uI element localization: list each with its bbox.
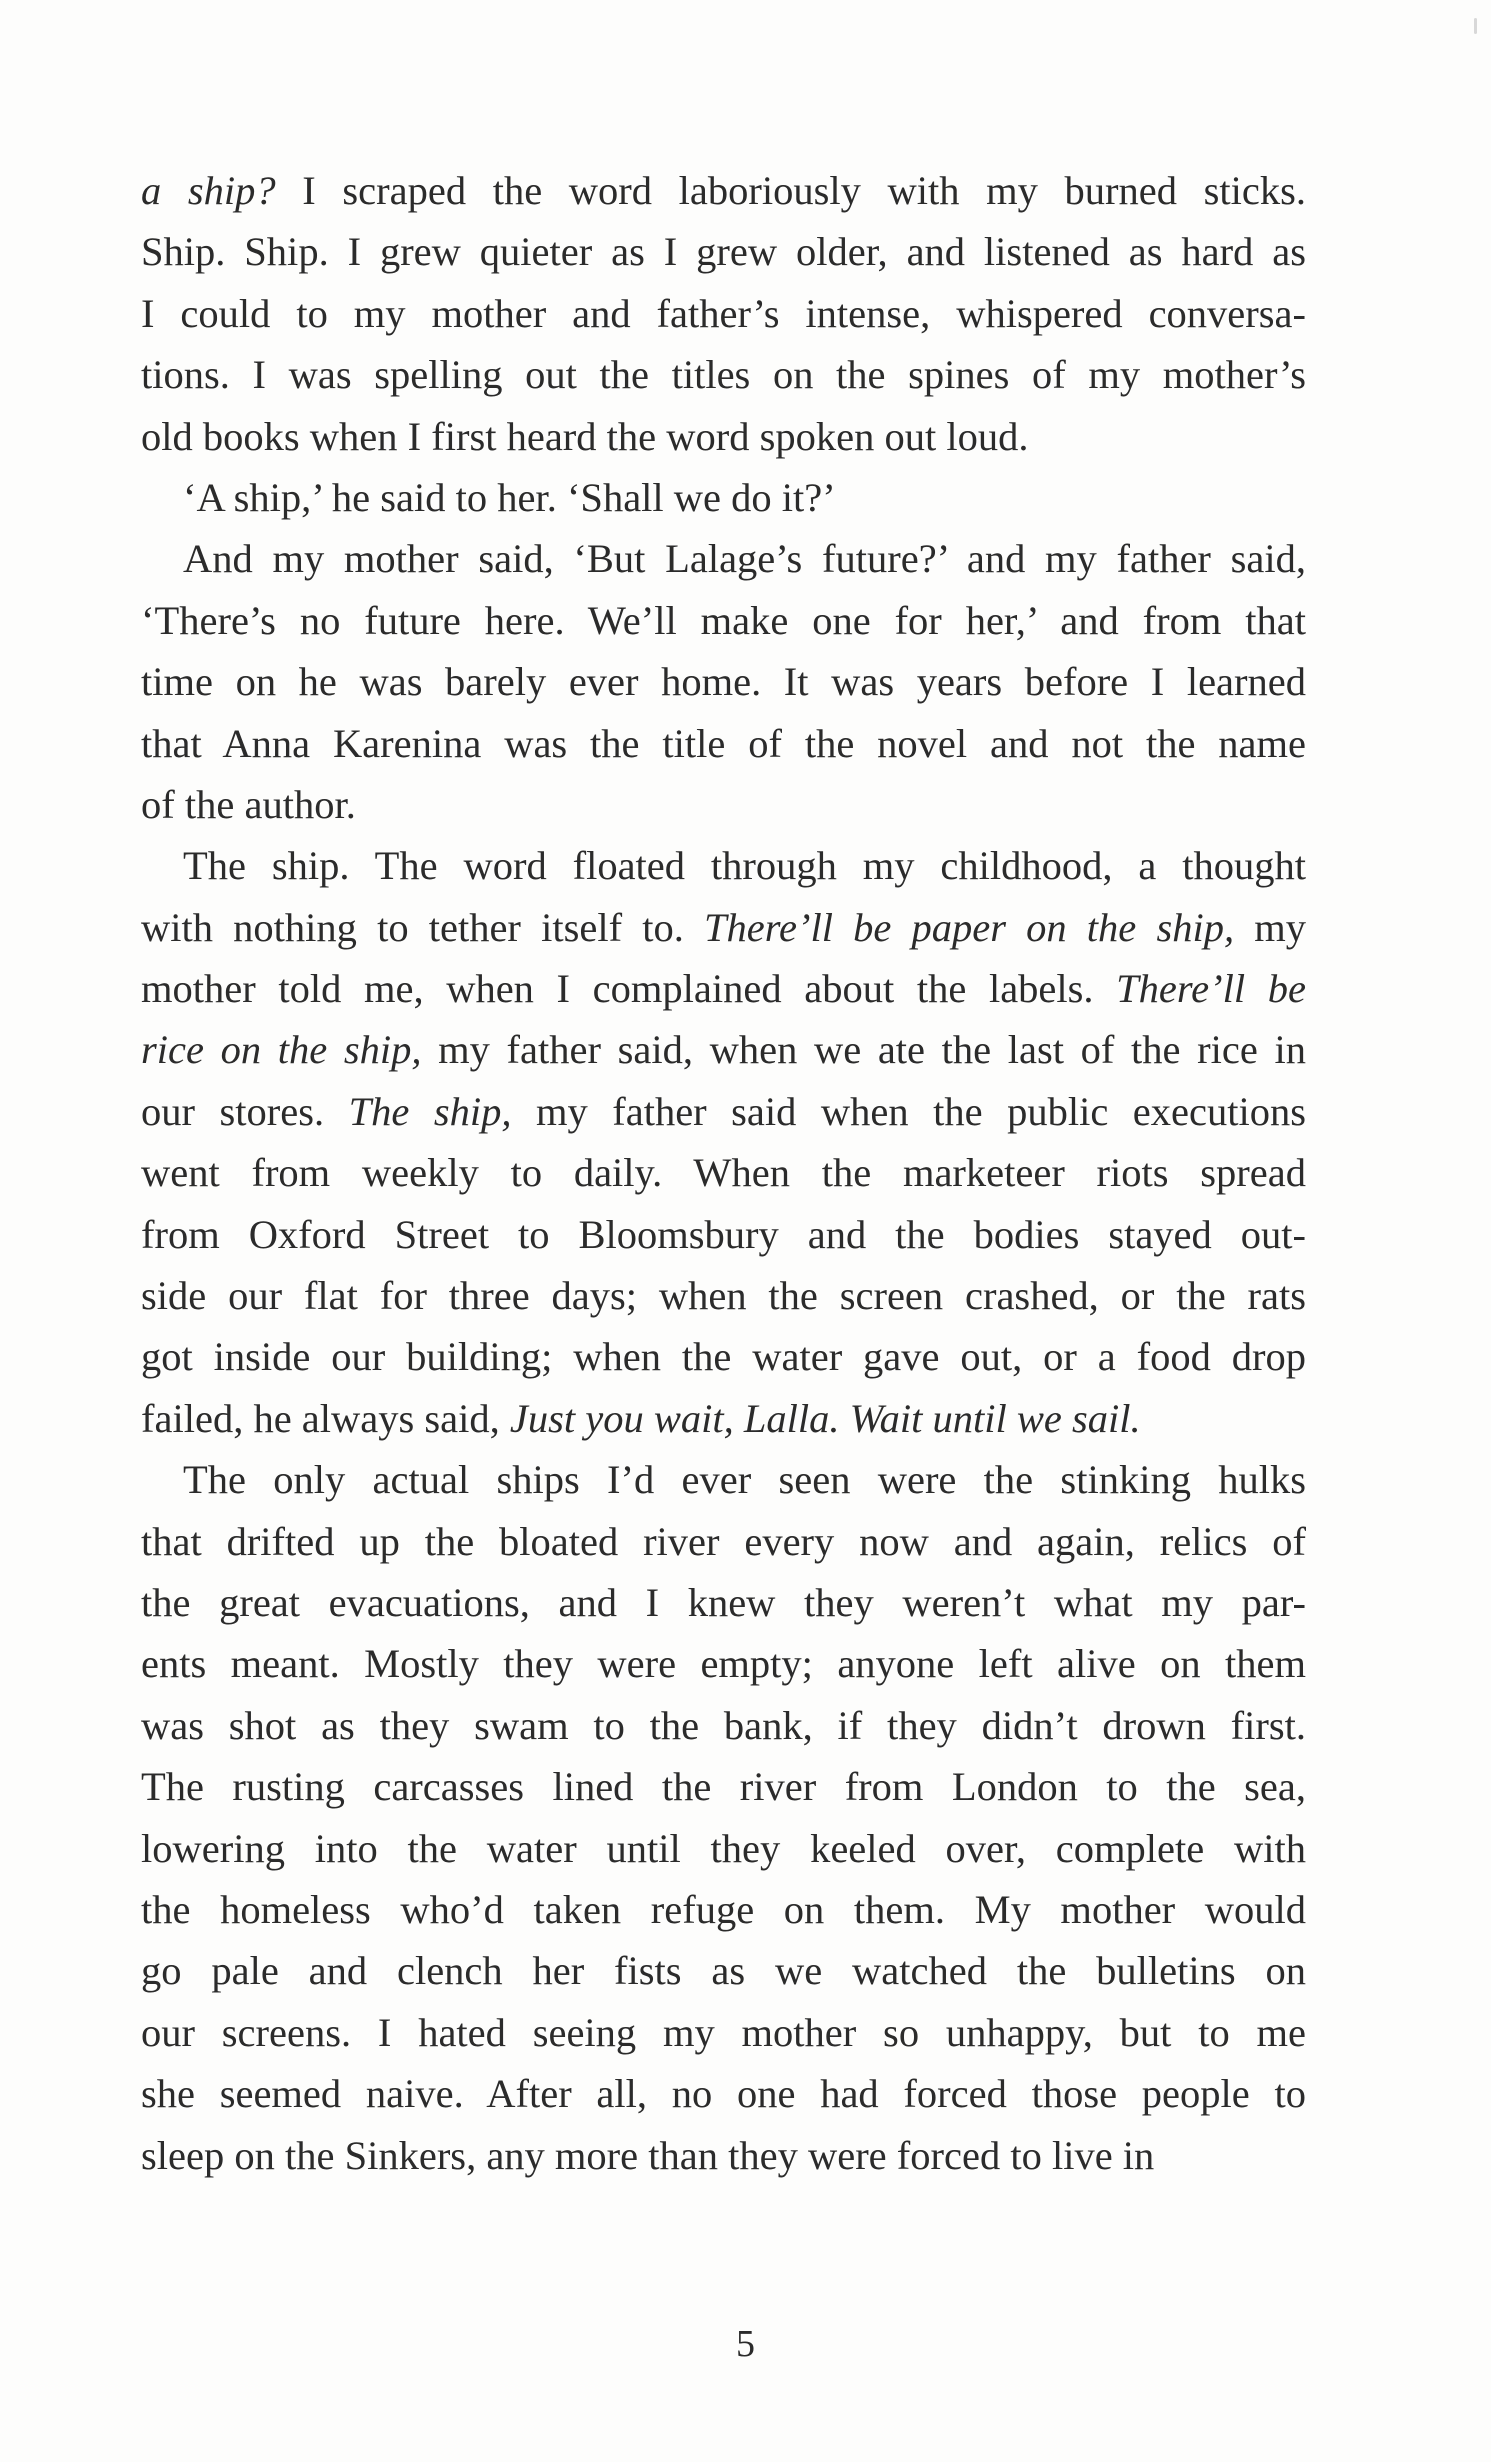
text-line — [141, 283, 1306, 344]
text-line — [141, 1756, 1306, 1817]
text-span: The ship. The word floated through my childhood, a thought — [183, 843, 1306, 889]
text-span: mother told me, when I complained about the labels. — [141, 966, 1117, 1012]
text-span: of the author. — [141, 781, 356, 827]
text-span: The rusting carcasses lined the river from London to the sea, — [141, 1764, 1306, 1810]
italic-span: Just you wait, Lalla. Wait until we sail. — [509, 1395, 1141, 1441]
text-line — [141, 221, 1306, 282]
text-span: went from weekly to daily. When the marketeer riots spread — [141, 1150, 1306, 1196]
text-span: sleep on the Sinkers, any more than they were forced to live in — [141, 2132, 1155, 2178]
text-span: tions. I was spelling out the titles on the spines of my mother’s — [141, 352, 1306, 398]
text-line — [141, 1695, 1306, 1756]
text-line — [141, 2125, 1306, 2186]
text-line — [141, 528, 1306, 589]
text-line — [141, 1633, 1306, 1694]
text-line — [141, 1940, 1306, 2001]
text-span: I could to my mother and father’s intense, whispered conversa- — [141, 290, 1306, 336]
text-line — [141, 774, 1306, 835]
body-text — [141, 160, 1306, 2186]
text-line — [141, 344, 1306, 405]
text-line — [141, 835, 1306, 896]
text-span: time on he was barely ever home. It was years before I learned — [141, 659, 1306, 705]
text-span: that drifted up the bloated river every now and again, relics of — [141, 1518, 1306, 1564]
text-span: our screens. I hated seeing my mother so unhappy, but to me — [141, 2009, 1306, 2055]
text-line — [141, 2002, 1306, 2063]
text-span: I scraped the word laboriously with my burned sticks. — [275, 168, 1307, 213]
text-line — [141, 160, 1306, 221]
italic-span: a ship? — [141, 168, 276, 213]
text-span: And my mother said, ‘But Lalage’s future?’ and my father said, — [183, 536, 1306, 582]
text-line — [141, 590, 1306, 651]
text-span: Ship. Ship. I grew quieter as I grew older, and listened as hard as — [141, 229, 1306, 275]
text-line — [141, 1449, 1306, 1510]
text-line — [141, 1879, 1306, 1940]
text-line — [141, 713, 1306, 774]
text-line — [141, 1572, 1306, 1633]
text-line — [141, 897, 1306, 958]
text-line — [141, 1511, 1306, 1572]
text-line — [141, 1081, 1306, 1142]
page-number: 5 — [736, 2323, 755, 2365]
text-line — [141, 1326, 1306, 1387]
text-line — [141, 958, 1306, 1019]
text-line — [141, 651, 1306, 712]
text-span: from Oxford Street to Bloomsbury and the bodies stayed out- — [141, 1211, 1306, 1257]
text-span: The only actual ships I’d ever seen were the stinking hulks — [183, 1457, 1306, 1503]
text-span: that Anna Karenina was the title of the novel and not the name — [141, 720, 1306, 766]
text-line — [141, 406, 1306, 467]
text-span: my — [1234, 904, 1307, 950]
text-span: lowering into the water until they keeled over, complete with — [141, 1825, 1306, 1871]
text-span: she seemed naive. After all, no one had forced those people to — [141, 2071, 1306, 2117]
italic-span: The ship, — [348, 1088, 512, 1134]
text-span: ‘A ship,’ he said to her. ‘Shall we do it?’ — [183, 474, 836, 520]
text-span: with nothing to tether itself to. — [141, 904, 704, 950]
text-line — [141, 1204, 1306, 1265]
text-span: ents meant. Mostly they were empty; anyone left alive on them — [141, 1641, 1306, 1687]
text-span: our stores. — [141, 1088, 349, 1134]
text-span: side our flat for three days; when the screen crashed, or the rats — [141, 1273, 1306, 1319]
scan-edge-mark — [1474, 18, 1477, 34]
text-span: failed, he always said, — [141, 1395, 510, 1441]
text-span: the great evacuations, and I knew they weren’t what my par- — [141, 1579, 1306, 1625]
text-span: my father said, when we ate the last of the rice in — [421, 1027, 1306, 1073]
text-span: ‘There’s no future here. We’ll make one for her,’ and from that — [141, 597, 1306, 643]
text-line — [141, 1265, 1306, 1326]
text-span: got inside our building; when the water gave out, or a food drop — [141, 1334, 1306, 1380]
italic-span: rice on the ship, — [141, 1027, 422, 1073]
text-line — [141, 1818, 1306, 1879]
text-span: was shot as they swam to the bank, if they didn’t drown first. — [141, 1702, 1306, 1748]
text-line — [141, 1019, 1306, 1080]
text-span: old books when I first heard the word spoken out loud. — [141, 413, 1029, 459]
italic-span: There’ll be paper on the ship, — [704, 904, 1235, 950]
text-line — [141, 2063, 1306, 2124]
text-line — [141, 467, 1306, 528]
text-span: the homeless who’d taken refuge on them. My mother would — [141, 1886, 1306, 1932]
text-span: go pale and clench her fists as we watched the bulletins on — [141, 1948, 1306, 1994]
text-line — [141, 1388, 1306, 1449]
text-span: my father said when the public executions — [511, 1088, 1306, 1134]
text-line — [141, 1142, 1306, 1203]
italic-span: There’ll be — [1116, 966, 1306, 1012]
